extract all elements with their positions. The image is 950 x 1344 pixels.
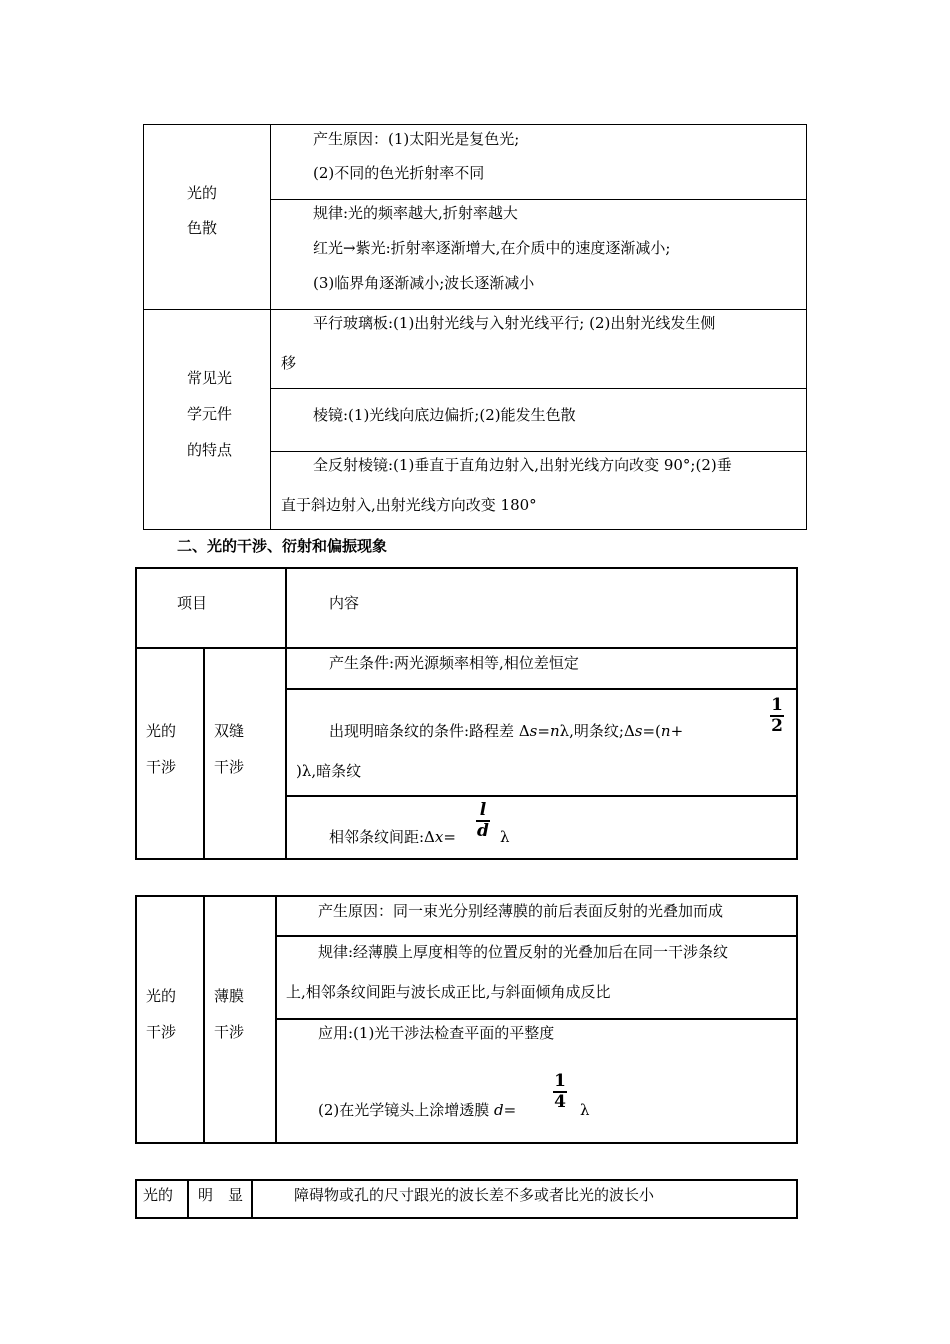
table2-row-divider-a [285, 688, 798, 690]
dispersion-cause-line2: (2)不同的色光折射率不同 [313, 164, 485, 182]
optics-label-line2: 学元件 [187, 405, 233, 423]
film-interference-label-line1: 光的 [146, 987, 177, 1005]
dispersion-rule-line3: (3)临界角逐渐减小;波长逐渐减小 [313, 274, 535, 292]
bright-fringe-text: λ,明条纹;Δ [559, 722, 635, 740]
plus-sign: + [670, 722, 684, 740]
table4-col-divider-a [187, 1179, 189, 1219]
d-symbol: d [494, 1101, 504, 1119]
table3-col-divider-a [203, 895, 205, 1144]
glass-plate-line1: 平行玻璃板:(1)出射光线与入射光线平行; (2)出射光线发生侧 [313, 314, 716, 332]
fringe-spacing [329, 827, 456, 847]
n-symbol: n [549, 722, 560, 740]
table1-row1-subdivider [270, 199, 807, 200]
table4-col-divider-b [251, 1179, 253, 1219]
optics-label-line1: 常见光 [187, 369, 233, 387]
equals-sign: = [537, 722, 550, 740]
fringe-condition-prefix: 出现明暗条纹的条件:路程差 Δ [329, 722, 530, 740]
header-item: 项目 [177, 594, 208, 612]
n-symbol-2: n [660, 722, 671, 740]
diffraction-condition: 障碍物或孔的尺寸跟光的波长差不多或者比光的波长小 [294, 1186, 655, 1204]
header-content: 内容 [329, 594, 360, 612]
dispersion-rule-line2: 红光→紫光:折射率逐渐增大,在介质中的速度逐渐减小; [313, 239, 671, 257]
table1-row2-subdivider-a [270, 388, 807, 389]
coating-lambda: λ [580, 1101, 590, 1119]
double-slit-condition: 产生条件:两光源频率相等,相位差恒定 [329, 654, 579, 672]
table2-col-divider-main [285, 567, 287, 860]
table2-col-divider-sub [203, 648, 205, 860]
table3-row-divider-a [275, 935, 798, 937]
thin-film-rule-line1: 规律:经薄膜上厚度相等的位置反射的光叠加后在同一干涉条纹 [318, 943, 729, 961]
equals-sign-2: = [443, 828, 456, 846]
film-interference-label-line2: 干涉 [146, 1023, 177, 1041]
table1-row-divider [143, 309, 807, 310]
table3-row-divider-b [275, 1018, 798, 1020]
table1-row2-subdivider-b [270, 451, 807, 452]
coating-prefix: (2)在光学镜头上涂增透膜 [318, 1101, 495, 1119]
diffraction-sub-label: 明 显 [198, 1186, 244, 1204]
total-reflection-prism-line2: 直于斜边射入,出射光线方向改变 180° [281, 496, 537, 514]
one-half-fraction: 1 2 [771, 695, 783, 736]
equals-sign-3: = [503, 1101, 517, 1119]
path-difference-symbol-2: s [634, 722, 643, 740]
double-slit-label-line2: 干涉 [214, 758, 245, 776]
table2-row-divider-b [285, 795, 798, 797]
fringe-condition-line2: )λ,暗条纹 [296, 762, 362, 780]
dispersion-label-line2: 色散 [187, 219, 218, 237]
table1-col-divider [270, 124, 271, 530]
double-slit-label-line1: 双缝 [214, 722, 245, 740]
double-slit-table [135, 567, 798, 860]
thin-film-application-line1: 应用:(1)光干涉法检查平面的平整度 [318, 1024, 555, 1042]
thin-film-label-line1: 薄膜 [214, 987, 245, 1005]
optics-label-line3: 的特点 [187, 441, 233, 459]
dispersion-cause-line1: 产生原因：(1)太阳光是复色光; [313, 130, 520, 148]
dispersion-label-line1: 光的 [187, 184, 218, 202]
l-over-d-fraction: l d [477, 800, 489, 841]
section-heading: 二、光的干涉、衍射和偏振现象 [177, 537, 388, 555]
thin-film-label-line2: 干涉 [214, 1023, 245, 1041]
thin-film-cause: 产生原因：同一束光分别经薄膜的前后表面反射的光叠加而成 [318, 902, 724, 920]
table2-header-divider [135, 647, 798, 649]
thin-film-application-line2 [318, 1100, 516, 1120]
x-symbol: x [434, 828, 444, 846]
fringe-spacing-lambda: λ [500, 828, 510, 846]
interference-label-line2: 干涉 [146, 758, 177, 776]
equals-paren: =( [642, 722, 661, 740]
interference-label-line1: 光的 [146, 722, 177, 740]
total-reflection-prism-line1: 全反射棱镜:(1)垂直于直角边射入,出射光线方向改变 90°;(2)垂 [313, 456, 732, 474]
fringe-condition-line1 [329, 721, 683, 741]
one-quarter-fraction: 1 4 [554, 1071, 566, 1112]
thin-film-rule-line2: 上,相邻条纹间距与波长成正比,与斜面倾角成反比 [286, 983, 611, 1001]
prism-text: 棱镜:(1)光线向底边偏折;(2)能发生色散 [313, 406, 576, 424]
path-difference-symbol: s [529, 722, 538, 740]
fringe-spacing-prefix: 相邻条纹间距:Δ [329, 828, 435, 846]
glass-plate-line2: 移 [281, 354, 297, 372]
diffraction-label: 光的 [143, 1186, 174, 1204]
dispersion-rule-line1: 规律:光的频率越大,折射率越大 [313, 204, 518, 222]
